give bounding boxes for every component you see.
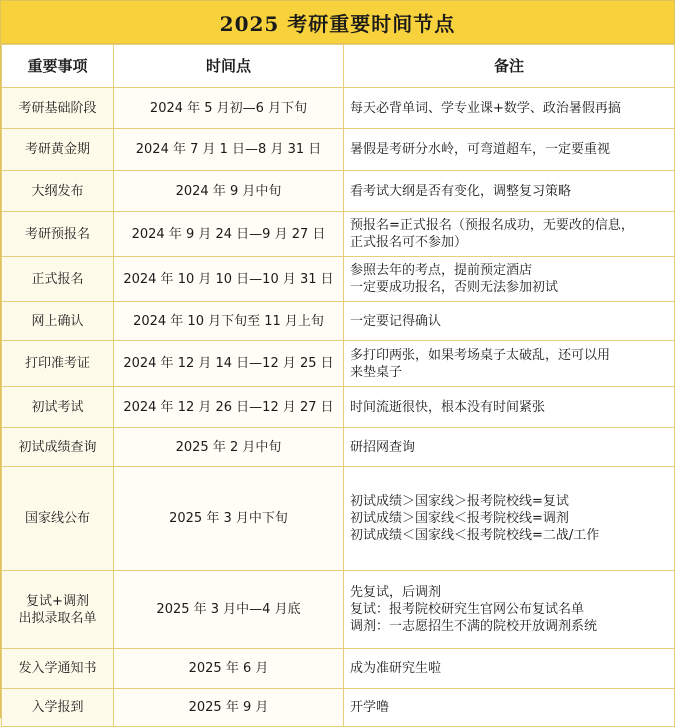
event-cell <box>2 387 114 428</box>
note-line: 时间流逝很快，根本没有时间紧张 <box>350 399 546 415</box>
event-text: 发入学通知书 <box>18 661 97 676</box>
table-row <box>2 428 675 467</box>
event-cell <box>2 88 114 129</box>
event-cell <box>2 428 114 467</box>
time-cell: 2024 年 10 月下旬至 11 月上旬 <box>114 302 344 341</box>
table-header-row <box>2 45 675 88</box>
notes-cell <box>344 467 675 571</box>
note-line: 初试成绩＜国家线＜报考院校线=二战/工作 <box>350 528 600 543</box>
notes-cell <box>344 387 675 428</box>
event-text: 出拟录取名单 <box>18 610 97 626</box>
table-row <box>2 171 675 212</box>
time-cell: 2024 年 7 月 1 日—8 月 31 日 <box>114 129 344 171</box>
note-line: 正式报名可不参加） <box>350 235 468 250</box>
event-cell <box>2 212 114 257</box>
notes-cell <box>344 571 675 649</box>
event-text: 网上确认 <box>31 313 84 329</box>
note-line: 每天必背单词、学专业课+数学、政治暑假再搞 <box>350 100 621 116</box>
notes-cell <box>344 88 675 129</box>
note-line: 复试：报考院校研究生官网公布复试名单 <box>350 602 585 617</box>
time-cell: 2025 年 6 月 <box>114 649 344 689</box>
note-line: 先复试，后调剂 <box>350 585 442 600</box>
page-title: 2025 考研重要时间节点 <box>1 1 674 44</box>
table-row <box>2 212 675 257</box>
table-row <box>2 571 675 649</box>
note-line: 参照去年的考点，提前预定酒店 <box>350 263 533 278</box>
time-cell: 2024 年 9 月 24 日—9 月 27 日 <box>114 212 344 257</box>
time-cell: 2024 年 5 月初—6 月下旬 <box>114 88 344 129</box>
event-text: 打印准考证 <box>24 356 90 371</box>
event-text: 考研预报名 <box>24 226 90 242</box>
event-text: 复试+调剂 <box>26 593 89 609</box>
table-row <box>2 649 675 689</box>
event-text: 初试成绩查询 <box>18 439 97 455</box>
note-line: 初试成绩＞国家线＜报考院校线=调剂 <box>350 511 569 526</box>
event-cell <box>2 129 114 171</box>
event-text: 初试考试 <box>31 399 84 415</box>
event-cell <box>2 341 114 387</box>
header-time: 时间点 <box>114 45 344 88</box>
time-cell: 2024 年 9 月中旬 <box>114 171 344 212</box>
event-cell <box>2 257 114 302</box>
event-cell <box>2 171 114 212</box>
note-line: 看考试大纲是否有变化，调整复习策略 <box>350 183 572 199</box>
table-row <box>2 467 675 571</box>
time-cell: 2024 年 12 月 26 日—12 月 27 日 <box>114 387 344 428</box>
event-cell <box>2 571 114 649</box>
notes-cell <box>344 302 675 341</box>
event-text: 正式报名 <box>31 271 84 287</box>
note-line: 一定要记得确认 <box>350 313 442 329</box>
table-row <box>2 257 675 302</box>
note-line: 一定要成功报名，否则无法参加初试 <box>350 280 559 295</box>
time-cell: 2024 年 10 月 10 日—10 月 31 日 <box>114 257 344 302</box>
note-line: 来垫桌子 <box>350 364 403 380</box>
note-line: 预报名=正式报名（预报名成功，无要改的信息， <box>350 218 634 233</box>
time-cell: 2025 年 3 月中下旬 <box>114 467 344 571</box>
notes-cell <box>344 649 675 689</box>
notes-cell <box>344 171 675 212</box>
table-row <box>2 341 675 387</box>
table-row <box>2 88 675 129</box>
notes-cell <box>344 689 675 727</box>
notes-cell <box>344 129 675 171</box>
header-event: 重要事项 <box>2 45 114 88</box>
note-line: 初试成绩＞国家线＞报考院校线=复试 <box>350 494 569 509</box>
note-line: 调剂：一志愿招生不满的院校开放调剂系统 <box>350 619 598 634</box>
table-row <box>2 302 675 341</box>
event-cell <box>2 467 114 571</box>
note-line: 开学噜 <box>350 700 390 715</box>
table-row <box>2 387 675 428</box>
table-body <box>2 88 675 727</box>
note-line: 研招网查询 <box>350 439 416 455</box>
event-cell <box>2 689 114 727</box>
table-row <box>2 129 675 171</box>
notes-cell <box>344 257 675 302</box>
note-line: 多打印两张，如果考场桌子太破乱，还可以用 <box>350 347 611 363</box>
event-text: 入学报到 <box>31 700 84 715</box>
notes-cell <box>344 212 675 257</box>
note-line: 暑假是考研分水岭，可弯道超车，一定要重视 <box>350 142 611 157</box>
time-cell: 2024 年 12 月 14 日—12 月 25 日 <box>114 341 344 387</box>
schedule-table <box>1 44 675 727</box>
time-cell: 2025 年 9 月 <box>114 689 344 727</box>
time-cell: 2025 年 2 月中旬 <box>114 428 344 467</box>
event-text: 考研基础阶段 <box>18 100 97 116</box>
table-row <box>2 689 675 727</box>
note-line: 成为准研究生啦 <box>350 661 442 676</box>
event-text: 大纲发布 <box>31 183 84 199</box>
event-text: 考研黄金期 <box>24 142 90 157</box>
event-cell <box>2 302 114 341</box>
event-text: 国家线公布 <box>24 511 90 526</box>
event-cell <box>2 649 114 689</box>
header-notes: 备注 <box>344 45 675 88</box>
time-cell: 2025 年 3 月中—4 月底 <box>114 571 344 649</box>
notes-cell <box>344 428 675 467</box>
notes-cell <box>344 341 675 387</box>
